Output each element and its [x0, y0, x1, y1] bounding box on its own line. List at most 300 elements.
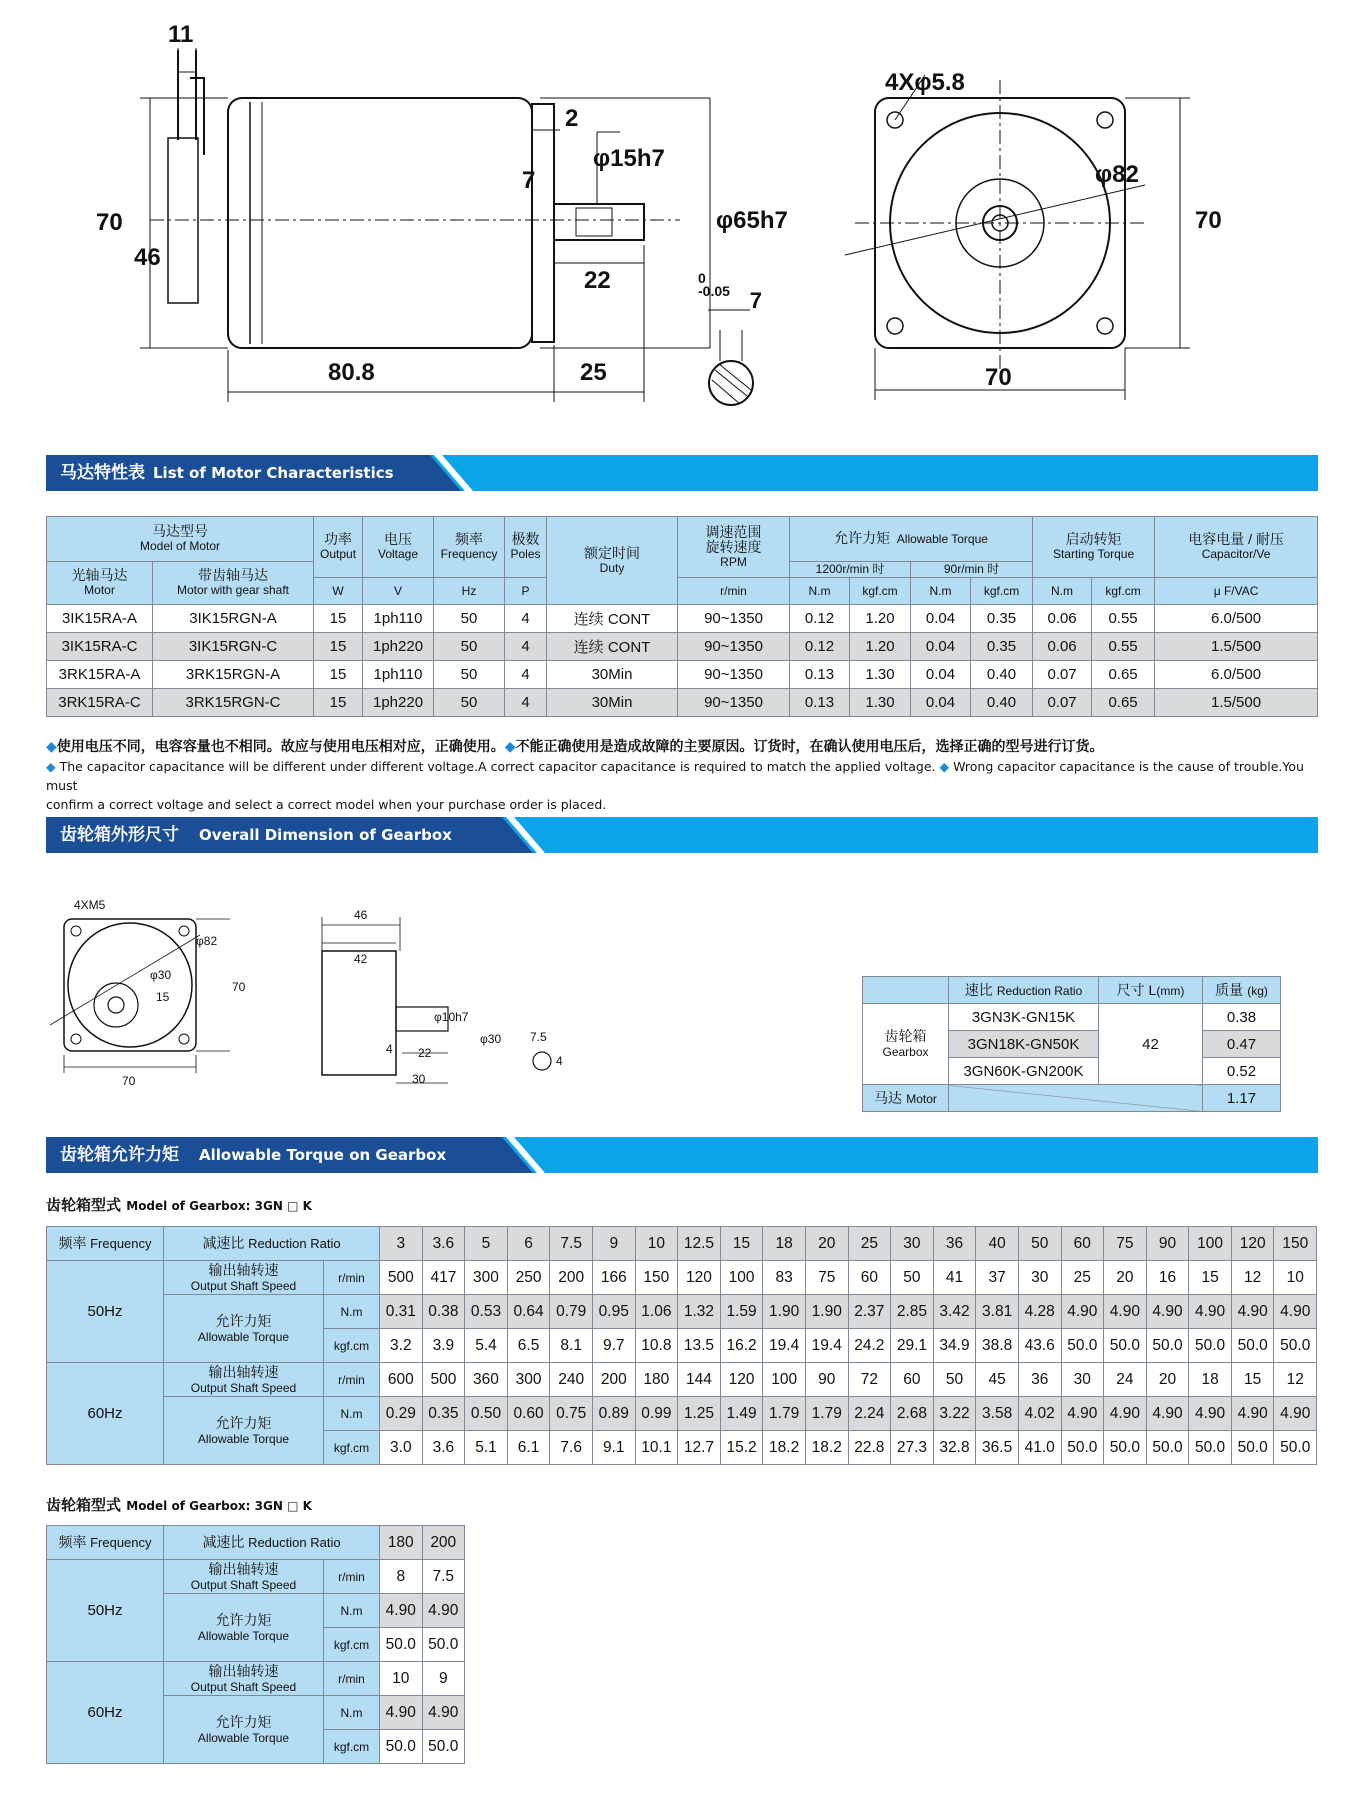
torque-value: 2.85 — [891, 1295, 934, 1329]
motor-cell: 4 — [505, 633, 547, 661]
torque-value: 34.9 — [933, 1329, 976, 1363]
torque-unit: kgf.cm — [324, 1628, 380, 1662]
torque-value: 1.49 — [720, 1397, 763, 1431]
h-duty-en: Duty — [599, 560, 625, 575]
ratio-cell: 100 — [1189, 1227, 1232, 1261]
torque-value: 0.35 — [422, 1397, 465, 1431]
torque-value: 41.0 — [1018, 1431, 1061, 1465]
ratio-cell: 6 — [507, 1227, 550, 1261]
speed-en: Output Shaft Speed — [190, 1679, 297, 1694]
motor-cell: 90~1350 — [678, 689, 790, 717]
torque-h-freq-zh: 频率 — [58, 1534, 87, 1550]
torque-torque-label — [164, 1397, 324, 1465]
torque-value: 9.7 — [592, 1329, 635, 1363]
ratio-cell: 75 — [1104, 1227, 1147, 1261]
torque-value: 29.1 — [891, 1329, 934, 1363]
torque-value: 4.90 — [422, 1594, 465, 1628]
torque-value: 50.0 — [1189, 1329, 1232, 1363]
torque-h-freq-en: Frequency — [90, 1535, 152, 1550]
torque-value: 600 — [380, 1363, 423, 1397]
torque-value: 50.0 — [1231, 1431, 1274, 1465]
gb-phi30: φ30 — [150, 968, 172, 982]
torque-value: 144 — [678, 1363, 721, 1397]
torque-value: 16 — [1146, 1261, 1189, 1295]
torque-value: 50.0 — [1104, 1329, 1147, 1363]
motor-row — [47, 633, 1318, 661]
torque-value: 3.22 — [933, 1397, 976, 1431]
gbt-motor-zh: 马达 — [874, 1090, 903, 1106]
motor-cell: 1ph110 — [363, 661, 434, 689]
ratio-cell: 7.5 — [550, 1227, 593, 1261]
ratio-cell: 10 — [635, 1227, 678, 1261]
torque-value: 300 — [465, 1261, 508, 1295]
motor-cell: 3RK15RA-C — [47, 689, 153, 717]
gbt-model-1: 3GN18K-GN50K — [949, 1031, 1099, 1058]
torque-h-freq-en: Frequency — [90, 1236, 152, 1251]
motor-cell: 3RK15RGN-A — [153, 661, 314, 689]
torque-value: 4.90 — [422, 1696, 465, 1730]
torque-value: 50.0 — [1274, 1431, 1317, 1465]
torque-unit: r/min — [324, 1363, 380, 1397]
gbt-h-ratio-zh: 速比 — [964, 982, 993, 998]
torque-value: 0.50 — [465, 1397, 508, 1431]
torque-value: 37 — [976, 1261, 1019, 1295]
speed-zh: 输出轴转速 — [208, 1363, 279, 1380]
torque-value: 4.90 — [1104, 1397, 1147, 1431]
motor-cell: 15 — [314, 633, 363, 661]
torque-value: 50.0 — [1061, 1329, 1104, 1363]
tq2-title-zh: 齿轮箱型式 — [46, 1496, 122, 1514]
motor-cell: 6.0/500 — [1155, 605, 1318, 633]
motor-cell: 30Min — [547, 689, 678, 717]
h-poles-zh: 极数 — [511, 531, 540, 547]
torque-value: 1.25 — [678, 1397, 721, 1431]
front-holes: 4Xφ5.8 — [885, 69, 965, 96]
motor-cell: 50 — [434, 661, 505, 689]
motor-cell: 0.07 — [1033, 689, 1092, 717]
motor-cell: 50 — [434, 689, 505, 717]
h-output-en: Output — [320, 547, 357, 561]
gb-7-5: 7.5 — [530, 1030, 547, 1044]
torque-value: 1.79 — [763, 1397, 806, 1431]
torque-value: 200 — [550, 1261, 593, 1295]
torque-value: 50.0 — [1061, 1431, 1104, 1465]
torque-value: 3.42 — [933, 1295, 976, 1329]
torque-value: 360 — [465, 1363, 508, 1397]
gb-70w: 70 — [122, 1074, 136, 1088]
torque-unit: kgf.cm — [324, 1730, 380, 1764]
motor-cell: 0.55 — [1092, 633, 1155, 661]
torque-row — [47, 1397, 1317, 1431]
motor-cell: 0.13 — [790, 689, 850, 717]
h-90: 90r/min 时 — [911, 562, 1033, 578]
torque-en: Allowable Torque — [197, 1431, 290, 1446]
torque-value: 1.06 — [635, 1295, 678, 1329]
ratio-cell: 36 — [933, 1227, 976, 1261]
motor-cell: 15 — [314, 689, 363, 717]
torque-h-ratio-en: Reduction Ratio — [248, 1535, 341, 1550]
speed-en: Output Shaft Speed — [190, 1380, 297, 1395]
ratio-cell: 40 — [976, 1227, 1019, 1261]
torque-unit: kgf.cm — [324, 1431, 380, 1465]
torque-value: 100 — [763, 1363, 806, 1397]
torque-freq: 50Hz — [47, 1560, 164, 1662]
torque-value: 3.0 — [380, 1431, 423, 1465]
torque-value: 10 — [380, 1662, 423, 1696]
torque-value: 50.0 — [422, 1628, 465, 1662]
gbt-h-ratio-en: Reduction Ratio — [996, 984, 1083, 998]
front-phi82: φ82 — [1095, 161, 1139, 188]
speed-zh: 输出轴转速 — [208, 1261, 279, 1278]
torque-value: 0.53 — [465, 1295, 508, 1329]
ratio-cell: 50 — [1018, 1227, 1061, 1261]
tq1-title-zh: 齿轮箱型式 — [46, 1196, 122, 1214]
motor-cell: 1.5/500 — [1155, 633, 1318, 661]
torque-value: 83 — [763, 1261, 806, 1295]
h-plain-en: Motor — [84, 583, 115, 597]
torque-freq: 60Hz — [47, 1363, 164, 1465]
dim-70: 70 — [96, 209, 123, 236]
torque-value: 60 — [848, 1261, 891, 1295]
torque-value: 5.4 — [465, 1329, 508, 1363]
ratio-cell: 9 — [592, 1227, 635, 1261]
torque-value: 4.90 — [1189, 1295, 1232, 1329]
torque-value: 4.90 — [1189, 1397, 1232, 1431]
section-banner-motor-characteristics — [46, 455, 1318, 491]
torque-header-row — [47, 1227, 1317, 1261]
speed-zh: 输出轴转速 — [208, 1560, 279, 1577]
gearbox-dimension-table — [862, 976, 1281, 1112]
torque-value: 2.24 — [848, 1397, 891, 1431]
dim-phi65: φ65h7 — [716, 207, 788, 234]
torque-value: 4.90 — [1104, 1295, 1147, 1329]
motor-cell: 0.40 — [971, 689, 1033, 717]
torque-value: 20 — [1104, 1261, 1147, 1295]
torque-value: 13.5 — [678, 1329, 721, 1363]
torque-value: 4.90 — [1146, 1295, 1189, 1329]
h-freq-en: Frequency — [440, 547, 498, 561]
torque-value: 10.8 — [635, 1329, 678, 1363]
motor-cell: 0.04 — [911, 689, 971, 717]
motor-cell: 30Min — [547, 661, 678, 689]
motor-side-drawing — [90, 20, 788, 410]
tq1-title-en: Model of Gearbox: 3GN □ K — [126, 1199, 312, 1213]
motor-cell: 1.5/500 — [1155, 689, 1318, 717]
gb-42: 42 — [354, 952, 368, 966]
h-voltage-en: Voltage — [377, 547, 419, 561]
torque-value: 5.1 — [465, 1431, 508, 1465]
torque-h-freq — [47, 1227, 164, 1261]
dim-phi15: φ15h7 — [593, 145, 665, 172]
h-torque-zh: 允许力矩 — [834, 530, 891, 546]
torque-value: 1.90 — [763, 1295, 806, 1329]
motor-cell: 0.06 — [1033, 633, 1092, 661]
section2-title-en: Overall Dimension of Gearbox — [199, 826, 452, 844]
section3-title-zh: 齿轮箱允许力矩 — [60, 1145, 179, 1165]
torque-value: 16.2 — [720, 1329, 763, 1363]
h-model-en: Model of Motor — [139, 539, 221, 553]
torque-value: 72 — [848, 1363, 891, 1397]
gb-phi10: φ10h7 — [434, 1010, 469, 1024]
front-70-width: 70 — [985, 364, 1012, 391]
gbt-h-size-en: (mm) — [1156, 984, 1185, 998]
gbt-model-0: 3GN3K-GN15K — [949, 1004, 1099, 1031]
torque-value: 1.32 — [678, 1295, 721, 1329]
torque-row — [47, 1261, 1317, 1295]
torque-en: Allowable Torque — [197, 1730, 290, 1745]
u-kgf: kgf.cm — [850, 578, 911, 605]
torque-value: 7.6 — [550, 1431, 593, 1465]
torque-value: 50.0 — [1189, 1431, 1232, 1465]
torque-value: 45 — [976, 1363, 1019, 1397]
torque-value: 4.90 — [1274, 1295, 1317, 1329]
torque-value: 41 — [933, 1261, 976, 1295]
torque-unit: N.m — [324, 1397, 380, 1431]
ratio-cell: 60 — [1061, 1227, 1104, 1261]
motor-cell: 4 — [505, 661, 547, 689]
torque-value: 0.89 — [592, 1397, 635, 1431]
motor-cell: 0.07 — [1033, 661, 1092, 689]
torque-h-ratio — [164, 1227, 380, 1261]
torque-value: 30 — [1061, 1363, 1104, 1397]
h-model-zh: 马达型号 — [152, 523, 208, 539]
torque-value: 240 — [550, 1363, 593, 1397]
h-start-zh: 启动转矩 — [1065, 531, 1122, 547]
gb-holes: 4XM5 — [74, 898, 106, 912]
torque-value: 36.5 — [976, 1431, 1019, 1465]
torque-en: Allowable Torque — [197, 1329, 290, 1344]
torque-value: 9.1 — [592, 1431, 635, 1465]
torque-value: 7.5 — [422, 1560, 465, 1594]
h-rpm-zh1: 调速范围 — [705, 523, 762, 540]
torque-table-2 — [46, 1525, 465, 1764]
gb-4: 4 — [386, 1042, 393, 1056]
torque-value: 417 — [422, 1261, 465, 1295]
motor-cell: 0.04 — [911, 633, 971, 661]
u-nm: N.m — [790, 578, 850, 605]
motor-cell: 4 — [505, 605, 547, 633]
h-cap-en: Capacitor/Ve — [1201, 547, 1271, 561]
motor-cell: 3IK15RGN-C — [153, 633, 314, 661]
torque-zh: 允许力矩 — [215, 1312, 272, 1329]
motor-cell: 3IK15RGN-A — [153, 605, 314, 633]
torque-freq: 50Hz — [47, 1261, 164, 1363]
dim-80-8: 80.8 — [328, 359, 375, 386]
torque-zh: 允许力矩 — [215, 1414, 272, 1431]
note-en-c: confirm a correct voltage and select a correct model when your purchase order is placed. — [46, 797, 607, 812]
dim-46: 46 — [134, 244, 161, 271]
torque-value: 3.81 — [976, 1295, 1019, 1329]
torque-value: 12.7 — [678, 1431, 721, 1465]
torque-value: 4.90 — [380, 1594, 423, 1628]
motor-cell: 0.04 — [911, 605, 971, 633]
u-kgf2: kgf.cm — [971, 578, 1033, 605]
gb-4b: 4 — [556, 1054, 563, 1068]
torque-value: 50.0 — [1104, 1431, 1147, 1465]
torque-unit: r/min — [324, 1261, 380, 1295]
torque-value: 24.2 — [848, 1329, 891, 1363]
motor-cell: 0.04 — [911, 661, 971, 689]
speed-en: Output Shaft Speed — [190, 1577, 297, 1592]
torque-value: 9 — [422, 1662, 465, 1696]
torque-value: 500 — [380, 1261, 423, 1295]
torque-value: 6.5 — [507, 1329, 550, 1363]
torque-header-row — [47, 1526, 465, 1560]
ratio-cell: 180 — [380, 1526, 423, 1560]
torque-value: 32.8 — [933, 1431, 976, 1465]
u-nm2: N.m — [911, 578, 971, 605]
motor-cell: 50 — [434, 605, 505, 633]
torque-value: 2.68 — [891, 1397, 934, 1431]
torque-value: 4.90 — [1231, 1397, 1274, 1431]
motor-cell: 0.65 — [1092, 689, 1155, 717]
torque-value: 60 — [891, 1363, 934, 1397]
gb-46: 46 — [354, 908, 368, 922]
torque-value: 50.0 — [380, 1628, 423, 1662]
gearbox-drawing — [50, 895, 570, 1095]
u-nm3: N.m — [1033, 578, 1092, 605]
torque-unit: r/min — [324, 1560, 380, 1594]
torque-unit: N.m — [324, 1594, 380, 1628]
torque-value: 0.75 — [550, 1397, 593, 1431]
torque-value: 18.2 — [763, 1431, 806, 1465]
torque-zh: 允许力矩 — [215, 1611, 272, 1628]
torque-torque-label — [164, 1295, 324, 1363]
torque-value: 4.90 — [1231, 1295, 1274, 1329]
section-banner-allowable-torque — [46, 1137, 1318, 1173]
torque-unit: N.m — [324, 1295, 380, 1329]
torque-value: 12 — [1231, 1261, 1274, 1295]
motor-cell: 0.65 — [1092, 661, 1155, 689]
tol-upper: 0 — [698, 270, 706, 286]
gbt-motor-mass: 1.17 — [1203, 1085, 1281, 1112]
gb-phi30b: φ30 — [480, 1032, 502, 1046]
torque-value: 500 — [422, 1363, 465, 1397]
torque-value: 38.8 — [976, 1329, 1019, 1363]
torque-unit: kgf.cm — [324, 1329, 380, 1363]
note-zh-a: 使用电压不同，电容容量也不相同。故应与使用电压相对应，正确使用。 — [56, 739, 505, 755]
h-freq-zh: 频率 — [455, 531, 484, 547]
speed-zh: 输出轴转速 — [208, 1662, 279, 1679]
gb-15: 15 — [156, 990, 170, 1004]
torque-unit: N.m — [324, 1696, 380, 1730]
motor-cell: 0.12 — [790, 633, 850, 661]
torque-value: 4.90 — [1146, 1397, 1189, 1431]
torque-h-freq — [47, 1526, 164, 1560]
gbt-motor-en: Motor — [906, 1092, 937, 1106]
motor-cell: 0.13 — [790, 661, 850, 689]
motor-row — [47, 661, 1318, 689]
torque-value: 6.1 — [507, 1431, 550, 1465]
ratio-cell: 120 — [1231, 1227, 1274, 1261]
torque-value: 4.28 — [1018, 1295, 1061, 1329]
note-en-a: The capacitor capacitance will be different under different voltage.A correct capacitor capacitance is required to match the applied voltage. — [59, 759, 936, 774]
ratio-cell: 3.6 — [422, 1227, 465, 1261]
torque-value: 50.0 — [422, 1730, 465, 1764]
section-title-en: List of Motor Characteristics — [153, 464, 394, 482]
torque-value: 75 — [805, 1261, 848, 1295]
torque-h-freq-zh: 频率 — [58, 1235, 87, 1251]
torque-value: 30 — [1018, 1261, 1061, 1295]
gbt-h-mass-zh: 质量 — [1215, 982, 1244, 998]
motor-cell: 3IK15RA-C — [47, 633, 153, 661]
torque-value: 4.90 — [380, 1696, 423, 1730]
torque-value: 3.6 — [422, 1431, 465, 1465]
torque-value: 50.0 — [1274, 1329, 1317, 1363]
torque-row — [47, 1295, 1317, 1329]
motor-cell: 50 — [434, 633, 505, 661]
h-output-zh: 功率 — [324, 531, 353, 547]
dim-11: 11 — [168, 21, 194, 48]
torque-value: 0.64 — [507, 1295, 550, 1329]
gbt-h-mass-en: (kg) — [1247, 984, 1268, 998]
ratio-cell: 20 — [805, 1227, 848, 1261]
torque-value: 0.38 — [422, 1295, 465, 1329]
torque-value: 18 — [1189, 1363, 1232, 1397]
torque-value: 0.95 — [592, 1295, 635, 1329]
gb-phi82: φ82 — [196, 934, 218, 948]
dim-22: 22 — [584, 267, 611, 294]
motor-cell: 1.20 — [850, 605, 911, 633]
motor-cell: 90~1350 — [678, 633, 790, 661]
torque-value: 15 — [1231, 1363, 1274, 1397]
gbt-h-size-zh: 尺寸 L — [1116, 982, 1157, 998]
torque-value: 50 — [891, 1261, 934, 1295]
motor-cell: 0.35 — [971, 605, 1033, 633]
torque-speed-label — [164, 1560, 324, 1594]
torque-unit: r/min — [324, 1662, 380, 1696]
motor-row — [47, 689, 1318, 717]
torque-value: 120 — [678, 1261, 721, 1295]
torque-value: 150 — [635, 1261, 678, 1295]
motor-cell: 1.30 — [850, 689, 911, 717]
speed-en: Output Shaft Speed — [190, 1278, 297, 1293]
torque-value: 3.9 — [422, 1329, 465, 1363]
motor-cell: 1.20 — [850, 633, 911, 661]
torque-value: 50.0 — [1146, 1431, 1189, 1465]
torque-value: 0.79 — [550, 1295, 593, 1329]
torque-speed-label — [164, 1261, 324, 1295]
motor-cell: 1ph220 — [363, 633, 434, 661]
front-70-height: 70 — [1195, 207, 1222, 234]
motor-cell: 1ph220 — [363, 689, 434, 717]
tq2-title-en: Model of Gearbox: 3GN □ K — [126, 1499, 312, 1513]
ratio-cell: 5 — [465, 1227, 508, 1261]
gbt-mass-1: 0.47 — [1203, 1031, 1281, 1058]
torque-value: 50.0 — [380, 1730, 423, 1764]
ratio-cell: 90 — [1146, 1227, 1189, 1261]
torque-value: 1.79 — [805, 1397, 848, 1431]
torque-value: 166 — [592, 1261, 635, 1295]
motor-cell: 0.12 — [790, 605, 850, 633]
u-v: V — [363, 578, 434, 605]
torque-value: 10 — [1274, 1261, 1317, 1295]
torque-value: 0.29 — [380, 1397, 423, 1431]
dim-2: 2 — [565, 105, 579, 132]
h-gear-en: Motor with gear shaft — [176, 583, 290, 597]
torque-speed-label — [164, 1662, 324, 1696]
gbt-mass-2: 0.52 — [1203, 1058, 1281, 1085]
dim-7: 7 — [522, 167, 536, 194]
motor-cell: 3RK15RA-A — [47, 661, 153, 689]
section2-title-zh: 齿轮箱外形尺寸 — [60, 825, 179, 845]
torque-value: 12 — [1274, 1363, 1317, 1397]
u-rmin: r/min — [678, 578, 790, 605]
torque-value: 8.1 — [550, 1329, 593, 1363]
motor-cell: 连续 CONT — [547, 605, 678, 633]
motor-cell: 6.0/500 — [1155, 661, 1318, 689]
h-poles-en: Poles — [510, 547, 541, 561]
